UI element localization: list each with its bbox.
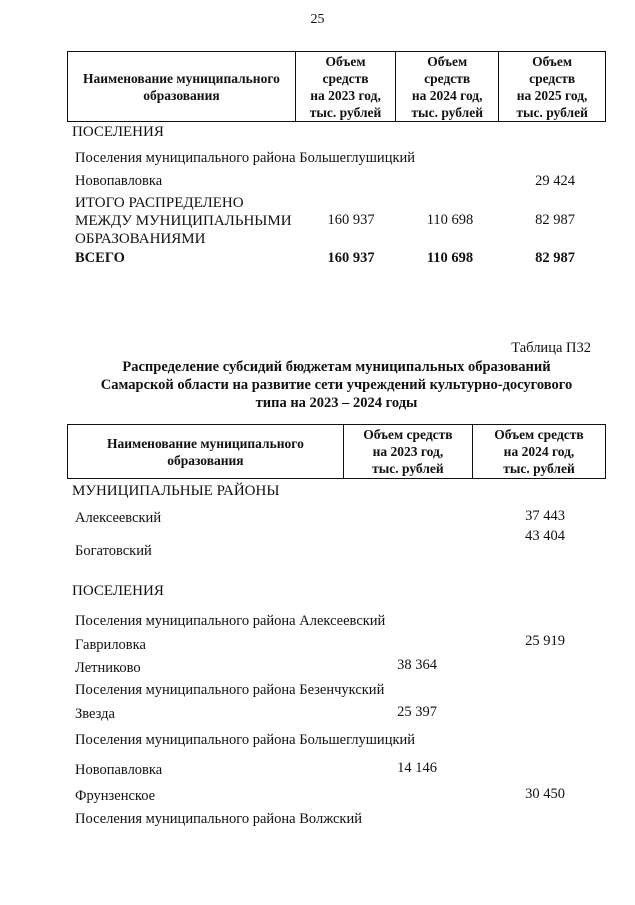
row-name: ИТОГО РАСПРЕДЕЛЕНО МЕЖДУ МУНИЦИПАЛЬНЫМИ ОБРАЗОВАНИЯМИ (75, 195, 292, 247)
table1-header-2024: Объем средств на 2024 год, тыс. рублей (396, 52, 499, 122)
table2-header-2024: Объем средств на 2024 год, тыс. рублей (472, 425, 605, 479)
table2-header-2023: Объем средств на 2023 год, тыс. рублей (343, 425, 472, 479)
table-label: Таблица П32 (511, 340, 591, 356)
row-value-2025: 29 424 (535, 173, 575, 189)
table1-header (67, 51, 606, 122)
table2-section-districts: МУНИЦИПАЛЬНЫЕ РАЙОНЫ (72, 483, 280, 499)
table2-header-name: Наименование муниципального образования (68, 425, 344, 479)
table1-section-settlements: ПОСЕЛЕНИЯ (72, 124, 164, 140)
row-value-2024: 37 443 (525, 508, 565, 524)
row-value-2025: 82 987 (535, 250, 575, 266)
row-value-2024: 110 698 (426, 212, 474, 228)
row-name: Летниково (75, 660, 141, 676)
row-value-2023: 160 937 (327, 212, 375, 228)
row-value-2024: 25 919 (525, 633, 565, 649)
table1-header-2025: Объем средств на 2025 год, тыс. рублей (499, 52, 606, 122)
row-value-2024: 30 450 (525, 786, 565, 802)
table2-title: Распределение субсидий бюджетам муниципальных образований Самарской области на развитие сети учреждений культурно-досугового типа на 2023 – 2024 годы (100, 359, 573, 411)
row-value-2025: 82 987 (535, 212, 575, 228)
row-name: Звезда (75, 706, 115, 722)
row-value-2024: 110 698 (426, 250, 474, 266)
row-name: Алексеевский (75, 510, 162, 526)
table2-section-settlements: ПОСЕЛЕНИЯ (72, 583, 164, 599)
row-name: Богатовский (75, 543, 152, 559)
row-name: ВСЕГО (75, 250, 125, 266)
table2-header (67, 424, 606, 479)
table2-district-volzhsky: Поселения муниципального района Волжский (75, 811, 362, 827)
row-value-2023: 38 364 (397, 657, 437, 673)
row-value-2023: 14 146 (397, 760, 437, 776)
table1-header-name: Наименование муниципального образования (68, 52, 296, 122)
page-number: 25 (310, 12, 325, 27)
table1-header-2023: Объем средств на 2023 год, тыс. рублей (295, 52, 395, 122)
row-name: Новопавловка (75, 173, 163, 189)
table2-district-bolsheglushitsky: Поселения муниципального района Большеглушицкий (75, 732, 416, 748)
table1-district-bolsheglushitsky: Поселения муниципального района Большеглушицкий (75, 150, 416, 166)
table2-district-alekseevsky: Поселения муниципального района Алексеевский (75, 613, 386, 629)
row-name: Новопавловка (75, 762, 163, 778)
row-value-2023: 160 937 (327, 250, 375, 266)
row-name: Фрунзенское (75, 788, 156, 804)
row-value-2024: 43 404 (525, 528, 565, 544)
row-value-2023: 25 397 (397, 704, 437, 720)
table2-district-bezenchuksky: Поселения муниципального района Безенчукский (75, 682, 385, 698)
row-name: Гавриловка (75, 637, 146, 653)
